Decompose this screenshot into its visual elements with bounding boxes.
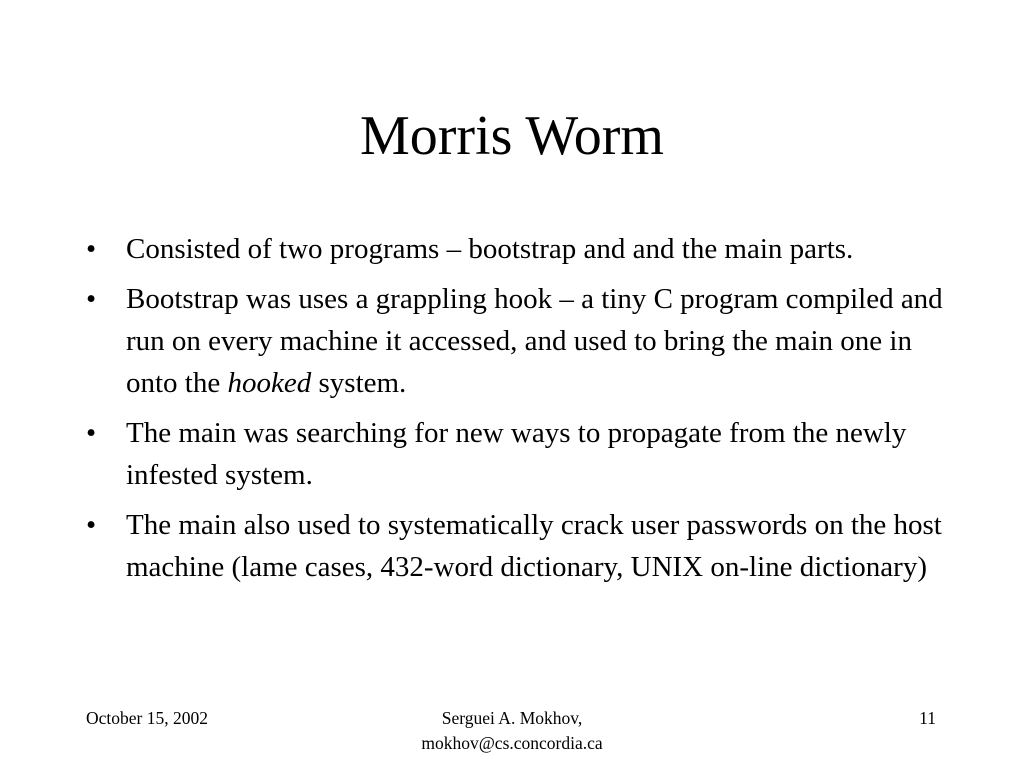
bullet-item	[86, 412, 946, 496]
bullet-text: The main also used to systematically crack user passwords on the host machine (lame cases, 432-word dictionary, UNIX on-line dictionary)	[126, 509, 942, 583]
bullet-list	[86, 228, 946, 596]
bullet-item	[86, 504, 946, 588]
bullet-icon: •	[86, 283, 97, 315]
bullet-text: Consisted of two programs – bootstrap and and the main parts.	[126, 233, 854, 265]
slide-title: Morris Worm	[359, 105, 664, 167]
bullet-icon: •	[86, 509, 97, 541]
footer-author-email: mokhov@cs.concordia.ca	[421, 733, 603, 753]
footer-page-number: 11	[919, 708, 936, 728]
bullet-emphasis: hooked	[227, 367, 312, 399]
bullet-item	[86, 278, 946, 404]
bullet-text-tail: system.	[311, 367, 407, 399]
bullet-text: The main was searching for new ways to propagate from the newly infested system.	[126, 417, 907, 491]
footer-author-name: Serguei A. Mokhov,	[441, 708, 583, 728]
footer-date: October 15, 2002	[86, 708, 208, 728]
bullet-text: Bootstrap was uses a grappling hook – a tiny C program compiled and run on every machine it accessed, and used to bring the main one in onto the	[126, 283, 943, 399]
bullet-icon: •	[86, 417, 97, 449]
footer-author	[362, 706, 662, 756]
bullet-icon: •	[86, 233, 97, 265]
bullet-item	[86, 228, 946, 270]
